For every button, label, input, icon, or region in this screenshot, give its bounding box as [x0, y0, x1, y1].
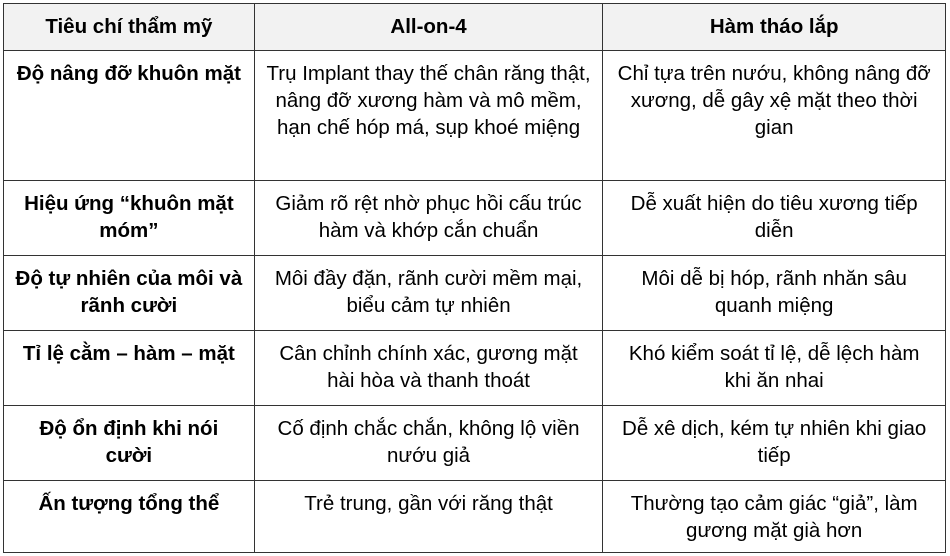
header-criteria: Tiêu chí thẩm mỹ — [4, 4, 255, 51]
comparison-table — [3, 3, 946, 553]
table-row — [4, 51, 946, 181]
all-on-4-cell: Môi đầy đặn, rãnh cười mềm mại, biểu cảm tự nhiên — [254, 256, 603, 331]
table-row — [4, 481, 946, 553]
all-on-4-cell: Trụ Implant thay thế chân răng thật, nâng đỡ xương hàm và mô mềm, hạn chế hóp má, sụp khoé miệng — [254, 51, 603, 181]
header-all-on-4: All-on-4 — [254, 4, 603, 51]
table-row — [4, 406, 946, 481]
table-row — [4, 331, 946, 406]
table-row — [4, 256, 946, 331]
criteria-cell: Độ nâng đỡ khuôn mặt — [4, 51, 255, 181]
denture-cell: Chỉ tựa trên nướu, không nâng đỡ xương, dễ gây xệ mặt theo thời gian — [603, 51, 946, 181]
all-on-4-cell: Trẻ trung, gần với răng thật — [254, 481, 603, 553]
all-on-4-cell: Cân chỉnh chính xác, gương mặt hài hòa và thanh thoát — [254, 331, 603, 406]
criteria-cell: Độ tự nhiên của môi và rãnh cười — [4, 256, 255, 331]
criteria-cell: Độ ổn định khi nói cười — [4, 406, 255, 481]
criteria-cell: Tỉ lệ cằm – hàm – mặt — [4, 331, 255, 406]
denture-cell: Dễ xuất hiện do tiêu xương tiếp diễn — [603, 181, 946, 256]
all-on-4-cell: Cố định chắc chắn, không lộ viền nướu giả — [254, 406, 603, 481]
denture-cell: Dễ xê dịch, kém tự nhiên khi giao tiếp — [603, 406, 946, 481]
table-row — [4, 181, 946, 256]
header-removable-denture: Hàm tháo lắp — [603, 4, 946, 51]
header-row — [4, 4, 946, 51]
denture-cell: Thường tạo cảm giác “giả”, làm gương mặt già hơn — [603, 481, 946, 553]
denture-cell: Môi dễ bị hóp, rãnh nhăn sâu quanh miệng — [603, 256, 946, 331]
criteria-cell: Hiệu ứng “khuôn mặt móm” — [4, 181, 255, 256]
denture-cell: Khó kiểm soát tỉ lệ, dễ lệch hàm khi ăn nhai — [603, 331, 946, 406]
all-on-4-cell: Giảm rõ rệt nhờ phục hồi cấu trúc hàm và khớp cắn chuẩn — [254, 181, 603, 256]
criteria-cell: Ấn tượng tổng thể — [4, 481, 255, 553]
